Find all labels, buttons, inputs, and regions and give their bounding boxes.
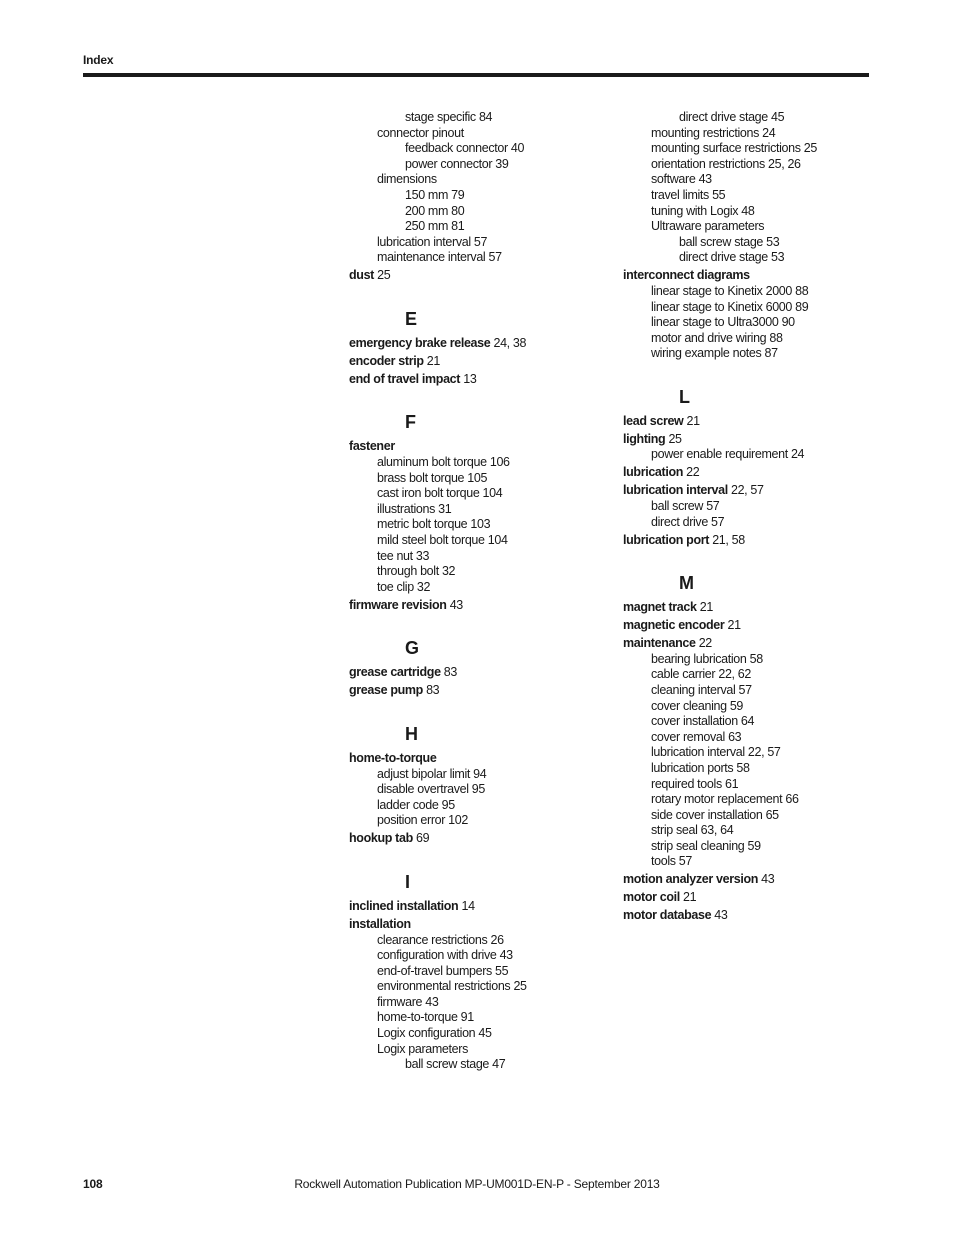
index-subentry: maintenance interval 57 [377,250,502,265]
index-subentry: aluminum bolt torque 106 [377,455,510,470]
index-subentry: software 43 [651,172,712,187]
index-subentry: required tools 61 [651,776,739,791]
index-entry [349,831,527,847]
index-entry [349,665,527,681]
index-subsubentry: ball screw stage 47 [405,1057,506,1072]
index-subentry: linear stage to Ultra3000 90 [651,315,795,330]
index-entry [349,598,527,614]
index-entry [623,890,817,906]
index-subentry: tee nut 33 [377,548,430,563]
index-subentry: dimensions [377,172,437,187]
index-entry [623,533,817,549]
index-term: motor database [623,908,712,923]
index-term: lighting [623,431,666,446]
index-entry [349,372,527,388]
index-subentry: firmware 43 [377,994,439,1009]
index-subentry: linear stage to Kinetix 6000 89 [651,299,809,314]
index-entry [623,872,817,888]
index-subentry: lubrication ports 58 [651,760,750,775]
index-subentry: end-of-travel bumpers 55 [377,963,509,978]
index-subentry: brass bolt torque 105 [377,470,488,485]
index-term: lubrication [623,465,684,480]
index-subsubentry: direct drive stage 53 [679,250,785,265]
index-subentry: ladder code 95 [377,797,455,812]
index-subentry: cable carrier 22, 62 [651,667,752,682]
index-page-refs: 69 [412,831,430,846]
index-subentry: strip seal 63, 64 [651,823,734,838]
index-subentry: illustrations 31 [377,501,452,516]
index-subentry: environmental restrictions 25 [377,979,527,994]
index-term: motor coil [623,890,680,905]
index-entry [349,439,527,455]
index-page-refs: 14 [458,898,475,913]
index-letter-heading: E [405,308,417,329]
running-header: Index [83,53,114,67]
index-subsubentry: feedback connector 40 [405,141,525,156]
index-subentry: tools 57 [651,854,692,869]
index-term: maintenance [623,636,696,651]
index-page-refs: 22 [683,465,700,480]
index-subentry: cover removal 63 [651,729,742,744]
index-subentry: bearing lubrication 58 [651,651,763,666]
index-subentry: clearance restrictions 26 [377,932,504,947]
index-subsubentry: ball screw stage 53 [679,234,780,249]
index-entry [623,268,817,284]
index-page-refs: 22, 57 [727,483,764,498]
index-entry [623,483,817,499]
index-subsubentry: stage specific 84 [405,110,493,124]
index-term: motion analyzer version [623,872,759,887]
index-subentry: connector pinout [377,125,464,140]
index-page-refs: 43 [711,908,728,923]
index-term: inclined installation [349,898,459,913]
index-subentry: power enable requirement 24 [651,447,805,462]
index-subentry: cleaning interval 57 [651,682,752,697]
index-entry [349,683,527,699]
index-subentry: mild steel bolt torque 104 [377,533,508,548]
index-entry [349,917,527,933]
index-subentry: cast iron bolt torque 104 [377,486,503,501]
index-subentry: rotary motor replacement 66 [651,792,799,807]
index-subentry: configuration with drive 43 [377,948,513,963]
index-page-refs: 21 [724,618,741,633]
index-subsubentry: power connector 39 [405,156,509,171]
index-term: interconnect diagrams [623,268,750,283]
index-letter-heading: L [679,386,690,407]
index-subentry: linear stage to Kinetix 2000 88 [651,283,809,298]
index-subentry: position error 102 [377,813,468,828]
index-term: encoder strip [349,353,424,368]
index-page-refs: 24, 38 [490,335,527,350]
index-column-left [349,110,527,1073]
index-term: installation [349,916,411,931]
index-subentry: orientation restrictions 25, 26 [651,156,801,171]
index-term: lubrication port [623,532,710,547]
index-letter-heading: M [679,573,694,594]
index-subentry: direct drive 57 [651,514,725,529]
index-subentry: adjust bipolar limit 94 [377,766,487,781]
index-subentry: mounting surface restrictions 25 [651,141,817,156]
index-letter-heading: G [405,638,419,659]
index-entry [623,600,817,616]
index-page-refs: 21 [679,890,697,905]
index-term: emergency brake release [349,335,491,350]
index-subsubentry: 150 mm 79 [405,187,465,202]
index-subentry: strip seal cleaning 59 [651,838,761,853]
index-subsubentry: 200 mm 80 [405,203,465,218]
index-subentry: disable overtravel 95 [377,782,485,797]
index-entry [349,751,527,767]
index-entry [623,432,817,448]
index-entry [349,336,527,352]
index-term: magnetic encoder [623,618,725,633]
index-term: lead screw [623,413,684,428]
index-page-refs: 21 [696,600,713,615]
index-page-refs: 83 [440,665,457,680]
index-entry [349,354,527,370]
index-letter-heading: F [405,412,416,433]
index-term: grease pump [349,683,423,698]
index-subentry: home-to-torque 91 [377,1010,474,1025]
index-term: lubrication interval [623,483,728,498]
index-page-refs: 43 [758,872,775,887]
index-term: home-to-torque [349,750,437,765]
index-entry [623,908,817,924]
index-subentry: Ultraware parameters [651,219,765,234]
index-subentry: lubrication interval 57 [377,234,488,249]
index-page-refs: 25 [665,431,682,446]
index-entry [623,465,817,481]
index-subsubentry: direct drive stage 45 [679,110,785,124]
index-subentry: motor and drive wiring 88 [651,330,783,345]
index-page-refs: 21, 58 [709,532,745,547]
index-term: fastener [349,439,395,454]
index-page-refs: 25 [374,268,391,283]
index-subentry: metric bolt torque 103 [377,517,491,532]
index-letter-heading: H [405,723,418,744]
index-subsubentry: 250 mm 81 [405,219,465,234]
index-letter-heading: I [405,871,410,892]
index-term: firmware revision [349,597,447,612]
index-subentry: wiring example notes 87 [651,346,778,361]
index-subentry: travel limits 55 [651,187,726,202]
index-subentry: tuning with Logix 48 [651,203,755,218]
index-subentry: through bolt 32 [377,564,456,579]
index-subentry: Logix parameters [377,1041,468,1056]
index-subentry: mounting restrictions 24 [651,125,776,140]
publication-footer: Rockwell Automation Publication MP-UM001D-EN-P - September 2013 [294,1177,660,1191]
index-page-refs: 13 [460,371,477,386]
index-subentry: lubrication interval 22, 57 [651,745,781,760]
page-number: 108 [83,1177,103,1191]
index-subentry: side cover installation 65 [651,807,779,822]
index-page-refs: 21 [423,353,440,368]
index-subentry: cover installation 64 [651,714,755,729]
index-column-right [623,110,817,924]
index-page-refs: 43 [446,597,463,612]
index-page-refs: 83 [422,683,440,698]
index-term: magnet track [623,600,697,615]
index-subentry: cover cleaning 59 [651,698,744,713]
index-term: hookup tab [349,831,413,846]
index-term: grease cartridge [349,665,441,680]
index-term: dust [349,268,374,283]
index-entry [623,618,817,634]
header-rule [83,73,869,77]
index-entry [623,414,817,430]
index-entry [349,899,527,915]
index-page-refs: 21 [683,413,700,428]
index-term: end of travel impact [349,371,461,386]
index-subentry: Logix configuration 45 [377,1026,492,1041]
index-entry [623,636,817,652]
index-subentry: toe clip 32 [377,579,431,594]
index-page-refs: 22 [695,636,712,651]
index-subentry: ball screw 57 [651,499,720,514]
index-entry [349,268,527,284]
